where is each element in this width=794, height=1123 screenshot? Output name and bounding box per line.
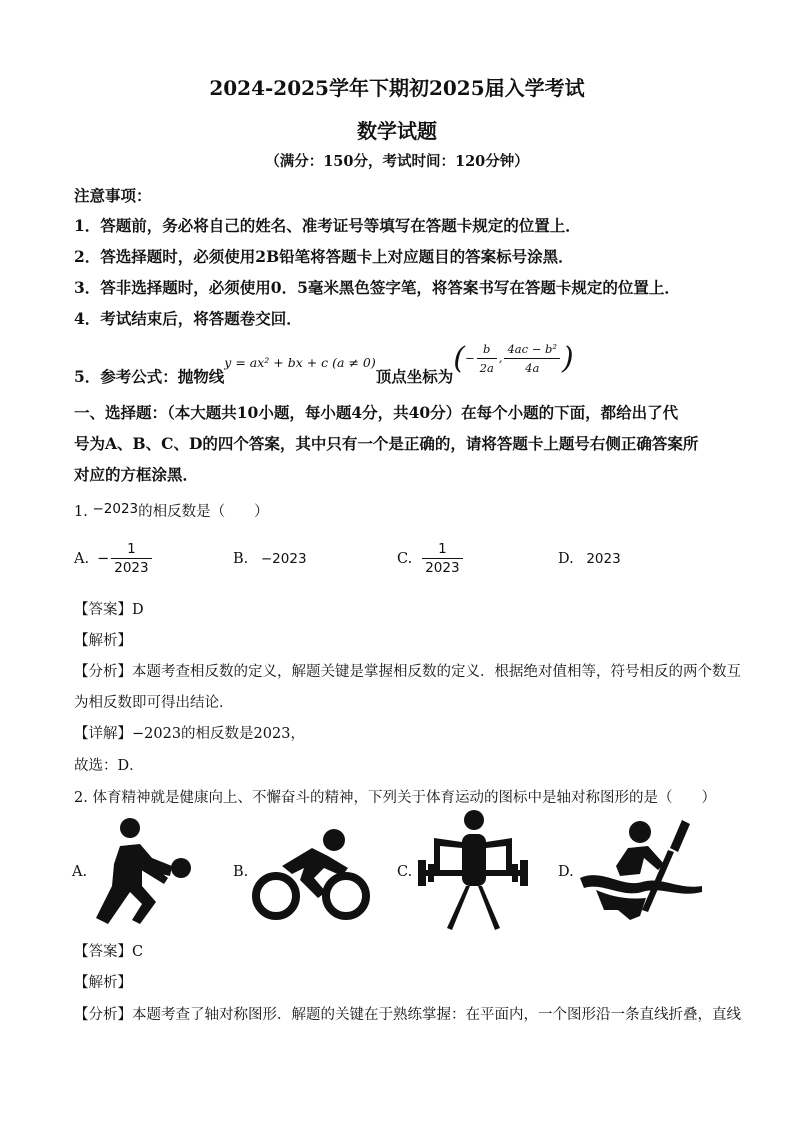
- parabola-formula: y = ax² + bx + c (a ≠ 0): [224, 354, 376, 370]
- vertex-2a: 2a: [479, 360, 494, 375]
- q1-stem: [74, 500, 269, 521]
- vertex-b: b: [477, 340, 497, 359]
- q1-c-num: 1: [422, 540, 462, 559]
- q1-d-label: D.: [558, 551, 574, 567]
- q2-fenxi: 【分析】本题考查了轴对称图形．解题的关键在于熟练掌握：在平面内，一个图形沿一条直线折叠，直线: [74, 1007, 741, 1023]
- note-item-5-prefix: 5．参考公式：抛物线: [74, 367, 225, 386]
- notes-heading: 注意事项：: [74, 186, 152, 205]
- q1-option-d: [558, 551, 621, 567]
- q2-answer: 【答案】C: [74, 944, 144, 960]
- q1-number: 1.: [74, 504, 88, 520]
- section1-line3: 对应的方框涂黑．: [74, 465, 199, 484]
- q2-a-label: A.: [72, 864, 88, 880]
- q2-d-label: D.: [558, 864, 574, 880]
- q1-option-a: A. − $\frac{1}{2023}$: [74, 540, 154, 577]
- cyclist-icon: [252, 826, 374, 924]
- note-item-4: 4．考试结束后，将答题卷交回．: [74, 309, 302, 328]
- note-item-1: 1．答题前，务必将自己的姓名、准考证号等填写在答题卡规定的位置上．: [74, 216, 581, 235]
- q1-option-c: [397, 540, 465, 577]
- q1-fenxi-line1: 【分析】本题考查相反数的定义，解题关键是掌握相反数的定义．根据绝对值相等，符号相反的两个数互: [74, 664, 741, 680]
- exam-title: 2024-2025学年下期初2025届入学考试: [209, 76, 585, 100]
- q1-option-b: [233, 551, 307, 567]
- weightlifter-icon: [414, 808, 532, 932]
- q1-analysis: 【解析】: [74, 633, 132, 649]
- kayaker-icon: [578, 816, 708, 924]
- note-item-5-mid: 顶点坐标为: [375, 367, 454, 386]
- note-item-3: 3．答非选择题时，必须使用0．5毫米黑色签字笔，将答案书写在答题卡规定的位置上．: [74, 278, 680, 297]
- vertex-4a: 4a: [525, 360, 540, 375]
- q2-stem: 2. 体育精神就是健康向上、不懈奋斗的精神，下列关于体育运动的图标中是轴对称图形的是（ ）: [74, 790, 716, 806]
- q1-detail: 【详解】−2023的相反数是2023，: [74, 726, 305, 742]
- q1-c-label: C.: [397, 550, 413, 567]
- section1-line2: 号为A、B、C、D的四个答案，其中只有一个是正确的，请将答题卡上题号右侧正确答案所: [74, 434, 699, 453]
- note-item-5: [74, 340, 574, 386]
- q2-analysis: 【解析】: [74, 975, 132, 991]
- q1-a-label: A.: [74, 550, 90, 567]
- q2-b-label: B.: [233, 864, 249, 880]
- vertex-formula: ( − $\frac{b}{2a}$ , $\frac{\text{4ac − b²}}{4a}$ ): [453, 340, 574, 376]
- exam-subject: 数学试题: [357, 119, 437, 143]
- q1-fenxi-line2: 为相反数即可得出结论．: [74, 695, 234, 711]
- q1-question: 的相反数是（ ）: [138, 504, 269, 520]
- q1-answer: 【答案】D: [74, 602, 144, 618]
- q1-choose: 故选：D．: [74, 758, 144, 774]
- note-item-2: 2．答选择题时，必须使用2B铅笔将答题卡上对应题目的答案标号涂黑．: [74, 247, 574, 266]
- q1-d-text: 2023: [586, 551, 621, 567]
- q1-b-text: −2023: [260, 551, 307, 567]
- q2-c-label: C.: [397, 864, 413, 880]
- exam-meta: （满分：150分，考试时间：120分钟）: [265, 153, 529, 170]
- vertex-numerator: 4ac − b²: [504, 340, 560, 359]
- q1-a-num: 1: [111, 540, 151, 559]
- volleyball-player-icon: [90, 816, 200, 928]
- q1-c-den: 2023: [425, 560, 460, 576]
- q1-value: −2023: [92, 501, 139, 517]
- q1-a-den: 2023: [114, 560, 149, 576]
- q1-b-label: B.: [233, 551, 249, 567]
- section1-line1: 一、选择题：（本大题共10小题，每小题4分，共40分）在每个小题的下面，都给出了代: [74, 403, 679, 422]
